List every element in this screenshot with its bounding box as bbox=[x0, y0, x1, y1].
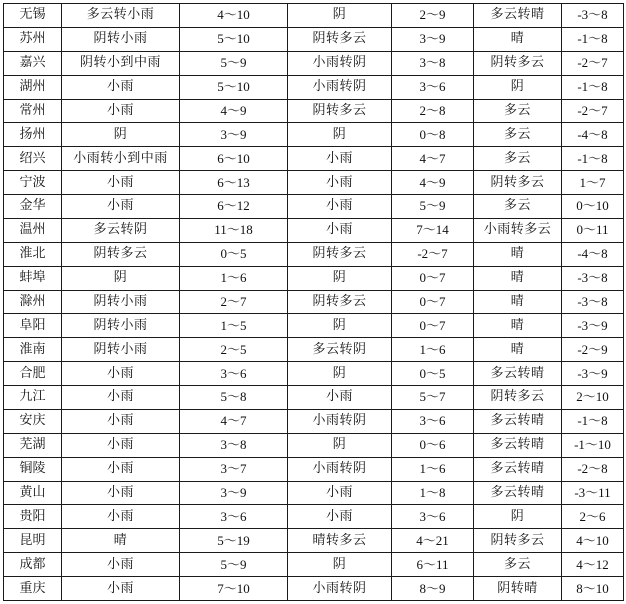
day2-condition-cell: 阴转多云 bbox=[288, 99, 392, 123]
table-row bbox=[4, 457, 624, 481]
table-row bbox=[4, 362, 624, 386]
day3-temperature-cell: -3～9 bbox=[562, 362, 624, 386]
day3-temperature-cell: -4～8 bbox=[562, 123, 624, 147]
day1-temperature-cell: 0～5 bbox=[180, 242, 288, 266]
day3-temperature-cell: 0～10 bbox=[562, 195, 624, 219]
day2-condition-cell: 小雨 bbox=[288, 386, 392, 410]
day1-temperature-cell: 6～10 bbox=[180, 147, 288, 171]
day2-temperature-cell: 2～9 bbox=[392, 4, 474, 28]
city-cell: 常州 bbox=[4, 99, 62, 123]
day2-temperature-cell: 4～9 bbox=[392, 171, 474, 195]
day3-condition-cell: 多云转晴 bbox=[474, 409, 562, 433]
day1-temperature-cell: 11～18 bbox=[180, 218, 288, 242]
city-cell: 宁波 bbox=[4, 171, 62, 195]
day2-condition-cell: 小雨 bbox=[288, 147, 392, 171]
day3-condition-cell: 阴 bbox=[474, 75, 562, 99]
day1-temperature-cell: 7～10 bbox=[180, 577, 288, 601]
table-row bbox=[4, 433, 624, 457]
day1-temperature-cell: 5～8 bbox=[180, 386, 288, 410]
day2-temperature-cell: 3～6 bbox=[392, 505, 474, 529]
day3-temperature-cell: -3～8 bbox=[562, 266, 624, 290]
table-row bbox=[4, 4, 624, 28]
day1-condition-cell: 阴转小雨 bbox=[62, 338, 180, 362]
day3-condition-cell: 多云 bbox=[474, 147, 562, 171]
table-row bbox=[4, 218, 624, 242]
day1-temperature-cell: 3～8 bbox=[180, 433, 288, 457]
city-cell: 无锡 bbox=[4, 4, 62, 28]
day1-condition-cell: 小雨转小到中雨 bbox=[62, 147, 180, 171]
day1-temperature-cell: 4～9 bbox=[180, 99, 288, 123]
day3-temperature-cell: 4～10 bbox=[562, 529, 624, 553]
day2-temperature-cell: 6～11 bbox=[392, 553, 474, 577]
day2-temperature-cell: 5～9 bbox=[392, 195, 474, 219]
day1-temperature-cell: 3～6 bbox=[180, 505, 288, 529]
day3-condition-cell: 小雨转多云 bbox=[474, 218, 562, 242]
table-row bbox=[4, 51, 624, 75]
day3-temperature-cell: -4～8 bbox=[562, 242, 624, 266]
day3-condition-cell: 阴转多云 bbox=[474, 386, 562, 410]
day2-temperature-cell: 0～7 bbox=[392, 314, 474, 338]
day2-temperature-cell: 2～8 bbox=[392, 99, 474, 123]
table-row bbox=[4, 290, 624, 314]
day1-condition-cell: 阴转多云 bbox=[62, 242, 180, 266]
day3-condition-cell: 多云转晴 bbox=[474, 481, 562, 505]
day3-condition-cell: 阴 bbox=[474, 505, 562, 529]
table-row bbox=[4, 242, 624, 266]
day1-temperature-cell: 3～9 bbox=[180, 123, 288, 147]
table-row bbox=[4, 314, 624, 338]
day1-temperature-cell: 2～5 bbox=[180, 338, 288, 362]
city-cell: 温州 bbox=[4, 218, 62, 242]
city-cell: 黄山 bbox=[4, 481, 62, 505]
city-cell: 滁州 bbox=[4, 290, 62, 314]
day2-temperature-cell: 4～7 bbox=[392, 147, 474, 171]
day1-condition-cell: 小雨 bbox=[62, 409, 180, 433]
day3-temperature-cell: -1～8 bbox=[562, 75, 624, 99]
table-row bbox=[4, 577, 624, 601]
day1-condition-cell: 小雨 bbox=[62, 577, 180, 601]
table-row bbox=[4, 409, 624, 433]
table-row bbox=[4, 27, 624, 51]
city-cell: 扬州 bbox=[4, 123, 62, 147]
city-cell: 苏州 bbox=[4, 27, 62, 51]
day2-condition-cell: 阴 bbox=[288, 266, 392, 290]
table-body bbox=[4, 4, 624, 601]
city-cell: 贵阳 bbox=[4, 505, 62, 529]
day3-temperature-cell: -1～8 bbox=[562, 27, 624, 51]
table-row bbox=[4, 123, 624, 147]
day2-condition-cell: 小雨转阴 bbox=[288, 457, 392, 481]
day1-condition-cell: 多云转阴 bbox=[62, 218, 180, 242]
day1-condition-cell: 阴转小到中雨 bbox=[62, 51, 180, 75]
day3-condition-cell: 阴转晴 bbox=[474, 577, 562, 601]
table-row bbox=[4, 171, 624, 195]
day2-temperature-cell: 0～6 bbox=[392, 433, 474, 457]
day2-condition-cell: 晴转多云 bbox=[288, 529, 392, 553]
table-row bbox=[4, 481, 624, 505]
day3-condition-cell: 晴 bbox=[474, 338, 562, 362]
table-row bbox=[4, 147, 624, 171]
city-cell: 阜阳 bbox=[4, 314, 62, 338]
day2-temperature-cell: 3～6 bbox=[392, 409, 474, 433]
day3-temperature-cell: -1～8 bbox=[562, 147, 624, 171]
day3-temperature-cell: -3～8 bbox=[562, 290, 624, 314]
table-row bbox=[4, 195, 624, 219]
day2-condition-cell: 阴 bbox=[288, 4, 392, 28]
city-cell: 合肥 bbox=[4, 362, 62, 386]
day1-temperature-cell: 3～9 bbox=[180, 481, 288, 505]
day3-condition-cell: 晴 bbox=[474, 290, 562, 314]
day3-condition-cell: 阴转多云 bbox=[474, 529, 562, 553]
day1-temperature-cell: 5～9 bbox=[180, 51, 288, 75]
day2-temperature-cell: 7～14 bbox=[392, 218, 474, 242]
day2-condition-cell: 阴 bbox=[288, 433, 392, 457]
day3-temperature-cell: -2～9 bbox=[562, 338, 624, 362]
day2-temperature-cell: 3～8 bbox=[392, 51, 474, 75]
day3-temperature-cell: 8～10 bbox=[562, 577, 624, 601]
table-row bbox=[4, 529, 624, 553]
day2-temperature-cell: 0～7 bbox=[392, 290, 474, 314]
day1-condition-cell: 阴转小雨 bbox=[62, 290, 180, 314]
day3-condition-cell: 多云 bbox=[474, 195, 562, 219]
table-row bbox=[4, 386, 624, 410]
day1-condition-cell: 小雨 bbox=[62, 195, 180, 219]
day2-condition-cell: 阴转多云 bbox=[288, 290, 392, 314]
day3-temperature-cell: 1～7 bbox=[562, 171, 624, 195]
day3-temperature-cell: 0～11 bbox=[562, 218, 624, 242]
day2-temperature-cell: 3～9 bbox=[392, 27, 474, 51]
day1-condition-cell: 阴转小雨 bbox=[62, 314, 180, 338]
day2-condition-cell: 小雨 bbox=[288, 218, 392, 242]
day3-temperature-cell: -3～9 bbox=[562, 314, 624, 338]
day1-condition-cell: 多云转小雨 bbox=[62, 4, 180, 28]
day3-condition-cell: 晴 bbox=[474, 242, 562, 266]
day2-temperature-cell: 1～6 bbox=[392, 338, 474, 362]
city-cell: 淮北 bbox=[4, 242, 62, 266]
city-cell: 重庆 bbox=[4, 577, 62, 601]
day3-condition-cell: 晴 bbox=[474, 27, 562, 51]
city-cell: 湖州 bbox=[4, 75, 62, 99]
table-row bbox=[4, 553, 624, 577]
day2-condition-cell: 小雨转阴 bbox=[288, 75, 392, 99]
table-row bbox=[4, 75, 624, 99]
day2-temperature-cell: -2～7 bbox=[392, 242, 474, 266]
day3-condition-cell: 多云转晴 bbox=[474, 457, 562, 481]
day1-temperature-cell: 1～5 bbox=[180, 314, 288, 338]
day2-temperature-cell: 0～5 bbox=[392, 362, 474, 386]
day1-temperature-cell: 3～7 bbox=[180, 457, 288, 481]
day2-condition-cell: 小雨 bbox=[288, 481, 392, 505]
day1-condition-cell: 小雨 bbox=[62, 386, 180, 410]
day1-temperature-cell: 3～6 bbox=[180, 362, 288, 386]
table-row bbox=[4, 338, 624, 362]
day1-condition-cell: 阴转小雨 bbox=[62, 27, 180, 51]
day3-temperature-cell: -3～11 bbox=[562, 481, 624, 505]
day2-temperature-cell: 1～6 bbox=[392, 457, 474, 481]
day1-condition-cell: 小雨 bbox=[62, 171, 180, 195]
table-row bbox=[4, 505, 624, 529]
day2-temperature-cell: 4～21 bbox=[392, 529, 474, 553]
day1-temperature-cell: 6～13 bbox=[180, 171, 288, 195]
day1-condition-cell: 晴 bbox=[62, 529, 180, 553]
day2-condition-cell: 多云转阴 bbox=[288, 338, 392, 362]
day2-condition-cell: 小雨转阴 bbox=[288, 409, 392, 433]
day2-temperature-cell: 0～7 bbox=[392, 266, 474, 290]
city-cell: 昆明 bbox=[4, 529, 62, 553]
day2-condition-cell: 小雨转阴 bbox=[288, 51, 392, 75]
city-cell: 芜湖 bbox=[4, 433, 62, 457]
day3-temperature-cell: -1～10 bbox=[562, 433, 624, 457]
table-row bbox=[4, 266, 624, 290]
day1-condition-cell: 小雨 bbox=[62, 505, 180, 529]
day1-condition-cell: 小雨 bbox=[62, 99, 180, 123]
day2-condition-cell: 阴转多云 bbox=[288, 27, 392, 51]
day3-condition-cell: 多云转晴 bbox=[474, 433, 562, 457]
day2-condition-cell: 小雨 bbox=[288, 171, 392, 195]
day1-temperature-cell: 4～7 bbox=[180, 409, 288, 433]
day1-condition-cell: 小雨 bbox=[62, 75, 180, 99]
day3-temperature-cell: 4～12 bbox=[562, 553, 624, 577]
day3-condition-cell: 晴 bbox=[474, 266, 562, 290]
day3-condition-cell: 多云 bbox=[474, 123, 562, 147]
city-cell: 绍兴 bbox=[4, 147, 62, 171]
day1-temperature-cell: 5～10 bbox=[180, 75, 288, 99]
day1-condition-cell: 小雨 bbox=[62, 433, 180, 457]
day2-temperature-cell: 3～6 bbox=[392, 75, 474, 99]
day2-temperature-cell: 5～7 bbox=[392, 386, 474, 410]
city-cell: 铜陵 bbox=[4, 457, 62, 481]
city-cell: 嘉兴 bbox=[4, 51, 62, 75]
day3-condition-cell: 多云 bbox=[474, 99, 562, 123]
day3-condition-cell: 阴转多云 bbox=[474, 51, 562, 75]
day1-condition-cell: 小雨 bbox=[62, 457, 180, 481]
day3-condition-cell: 多云转晴 bbox=[474, 4, 562, 28]
day1-condition-cell: 小雨 bbox=[62, 481, 180, 505]
day3-temperature-cell: -2～8 bbox=[562, 457, 624, 481]
day3-temperature-cell: -1～8 bbox=[562, 409, 624, 433]
city-cell: 淮南 bbox=[4, 338, 62, 362]
day2-temperature-cell: 8～9 bbox=[392, 577, 474, 601]
day3-temperature-cell: -3～8 bbox=[562, 4, 624, 28]
city-cell: 九江 bbox=[4, 386, 62, 410]
day3-temperature-cell: -2～7 bbox=[562, 99, 624, 123]
day1-temperature-cell: 5～10 bbox=[180, 27, 288, 51]
day2-temperature-cell: 0～8 bbox=[392, 123, 474, 147]
day1-temperature-cell: 5～19 bbox=[180, 529, 288, 553]
day1-condition-cell: 小雨 bbox=[62, 362, 180, 386]
day1-temperature-cell: 4～10 bbox=[180, 4, 288, 28]
day2-condition-cell: 阴 bbox=[288, 362, 392, 386]
day1-condition-cell: 阴 bbox=[62, 123, 180, 147]
day2-condition-cell: 小雨 bbox=[288, 505, 392, 529]
day3-temperature-cell: 2～10 bbox=[562, 386, 624, 410]
day1-condition-cell: 阴 bbox=[62, 266, 180, 290]
day2-condition-cell: 阴 bbox=[288, 123, 392, 147]
day2-condition-cell: 小雨 bbox=[288, 195, 392, 219]
day1-temperature-cell: 6～12 bbox=[180, 195, 288, 219]
day3-condition-cell: 晴 bbox=[474, 314, 562, 338]
day1-temperature-cell: 2～7 bbox=[180, 290, 288, 314]
city-cell: 金华 bbox=[4, 195, 62, 219]
day1-temperature-cell: 1～6 bbox=[180, 266, 288, 290]
day2-condition-cell: 阴 bbox=[288, 314, 392, 338]
city-cell: 蚌埠 bbox=[4, 266, 62, 290]
day1-temperature-cell: 5～9 bbox=[180, 553, 288, 577]
day3-condition-cell: 多云转晴 bbox=[474, 362, 562, 386]
day1-condition-cell: 小雨 bbox=[62, 553, 180, 577]
day2-condition-cell: 小雨转阴 bbox=[288, 577, 392, 601]
table-row bbox=[4, 99, 624, 123]
day2-condition-cell: 阴转多云 bbox=[288, 242, 392, 266]
day3-temperature-cell: -2～7 bbox=[562, 51, 624, 75]
day2-condition-cell: 阴 bbox=[288, 553, 392, 577]
city-cell: 安庆 bbox=[4, 409, 62, 433]
day3-condition-cell: 多云 bbox=[474, 553, 562, 577]
day2-temperature-cell: 1～8 bbox=[392, 481, 474, 505]
day3-temperature-cell: 2～6 bbox=[562, 505, 624, 529]
city-cell: 成都 bbox=[4, 553, 62, 577]
day3-condition-cell: 阴转多云 bbox=[474, 171, 562, 195]
weather-forecast-table bbox=[3, 3, 624, 601]
